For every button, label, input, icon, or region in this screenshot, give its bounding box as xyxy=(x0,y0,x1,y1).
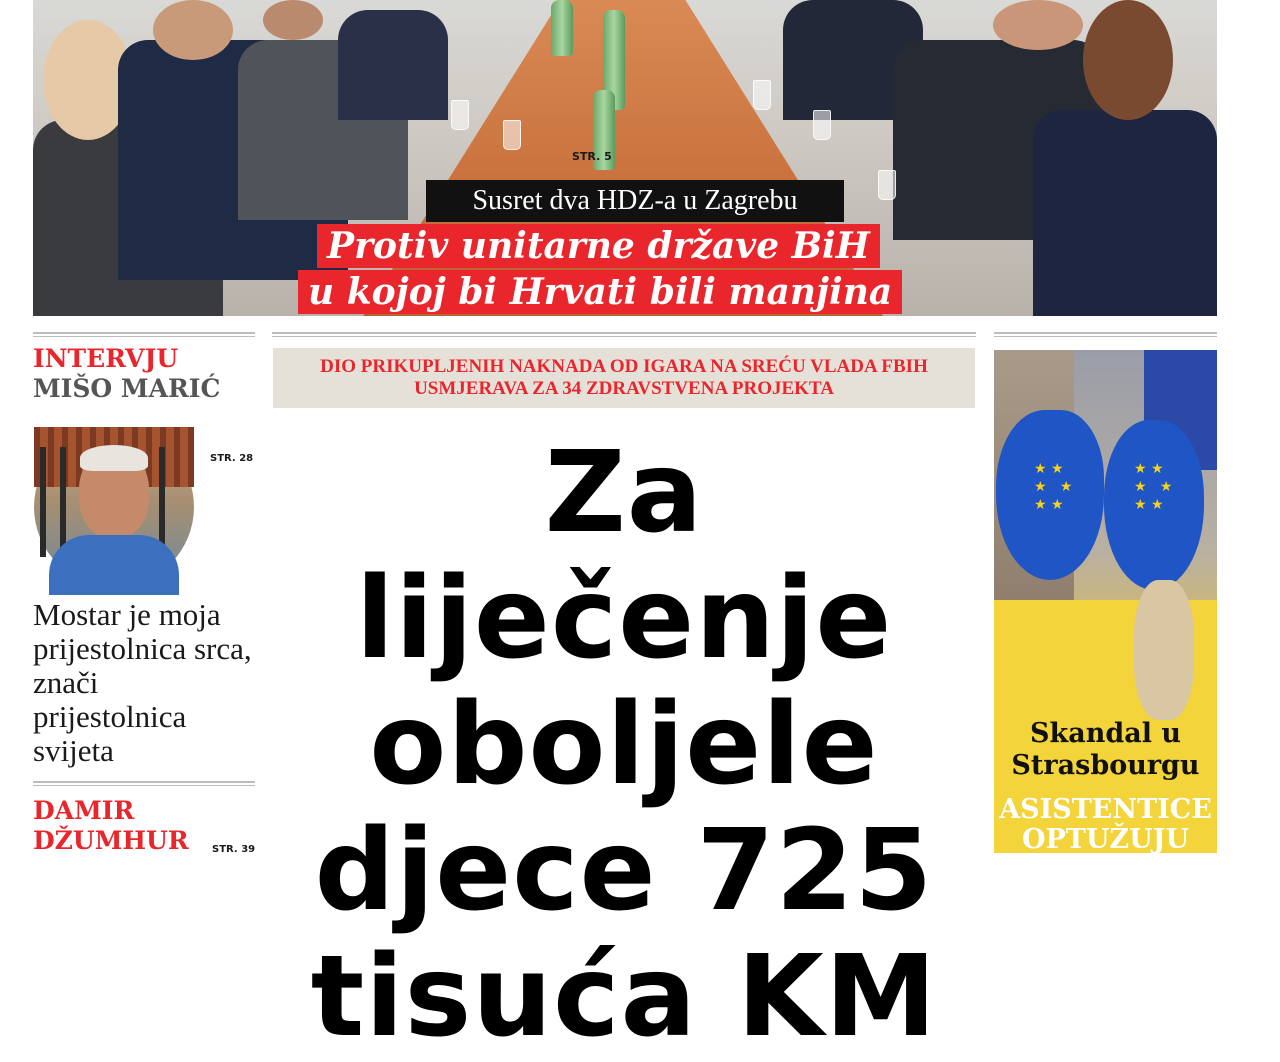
interview-kicker: INTERVJU xyxy=(33,344,179,373)
divider xyxy=(33,781,255,786)
top-story-headline-line2[interactable]: u kojoj bi Hrvati bili manjina xyxy=(298,270,902,314)
divider xyxy=(994,332,1217,337)
main-headline[interactable]: Za liječenje oboljele djece 725 tisuća KM xyxy=(310,428,938,1062)
interview-portrait[interactable] xyxy=(34,427,194,587)
interview2-name-line1[interactable]: DAMIR xyxy=(33,796,135,825)
interview-page-ref: STR. 28 xyxy=(210,453,254,464)
divider xyxy=(33,332,255,337)
top-story-headline-line1[interactable]: Protiv unitarne države BiH xyxy=(317,224,880,268)
right-story-subtitle: ASISTENTICE OPTUŽUJU xyxy=(999,794,1212,855)
interview-quote[interactable]: Mostar je moja prijestolnica srca, znači prijestolnica svijeta xyxy=(33,597,252,768)
right-story-photo[interactable]: ★ ★ ★ ★ ★ ★ ★ ★ ★ ★ ★ ★ xyxy=(994,350,1217,853)
top-story-label: Susret dva HDZ-a u Zagrebu xyxy=(426,180,844,222)
top-story-photo xyxy=(33,0,1217,316)
top-story-page-ref: STR. 5 xyxy=(572,150,612,163)
interview2-name-line2[interactable]: DŽUMHUR xyxy=(33,826,189,855)
right-story-title[interactable]: Skandal u Strasbourgu xyxy=(1011,718,1200,781)
interview2-page-ref: STR. 39 xyxy=(212,844,256,855)
interview-name[interactable]: MIŠO MARIĆ xyxy=(33,374,221,403)
center-story-banner: DIO PRIKUPLJENIH NAKNADA OD IGARA NA SREĆU VLADA FBIH USMJERAVA ZA 34 ZDRAVSTVENA PROJEKTA xyxy=(273,348,975,408)
divider xyxy=(272,332,976,337)
